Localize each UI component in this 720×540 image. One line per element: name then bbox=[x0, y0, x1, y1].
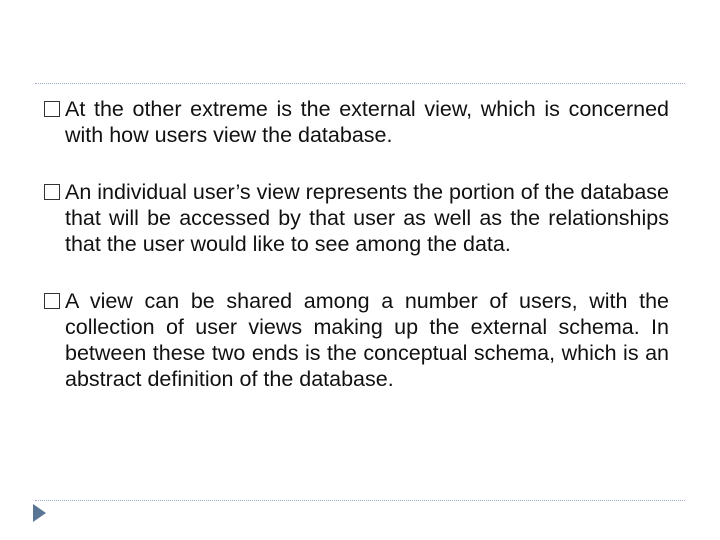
square-bullet-icon bbox=[44, 184, 60, 200]
square-bullet-icon bbox=[44, 101, 60, 117]
bullet-item-shared-view bbox=[44, 288, 669, 392]
bullet-text: At the other extreme is the external view, which is concerned with how users view the database. bbox=[65, 97, 669, 147]
bullet-item-individual-view bbox=[44, 179, 669, 257]
bullet-text: An individual user’s view represents the portion of the database that will be accessed by that user as well as the relationships that the user would like to see among the data. bbox=[65, 180, 669, 256]
bottom-divider bbox=[35, 500, 685, 501]
bullet-text: A view can be shared among a number of users, with the collection of user views making up the external schema. In between these two ends is the conceptual schema, which is an abstract definition of the database. bbox=[65, 289, 669, 391]
bullet-list bbox=[44, 96, 669, 392]
square-bullet-icon bbox=[44, 293, 60, 309]
bullet-item-external-view bbox=[44, 96, 669, 148]
top-divider bbox=[35, 83, 685, 84]
play-arrow-icon bbox=[33, 504, 46, 522]
